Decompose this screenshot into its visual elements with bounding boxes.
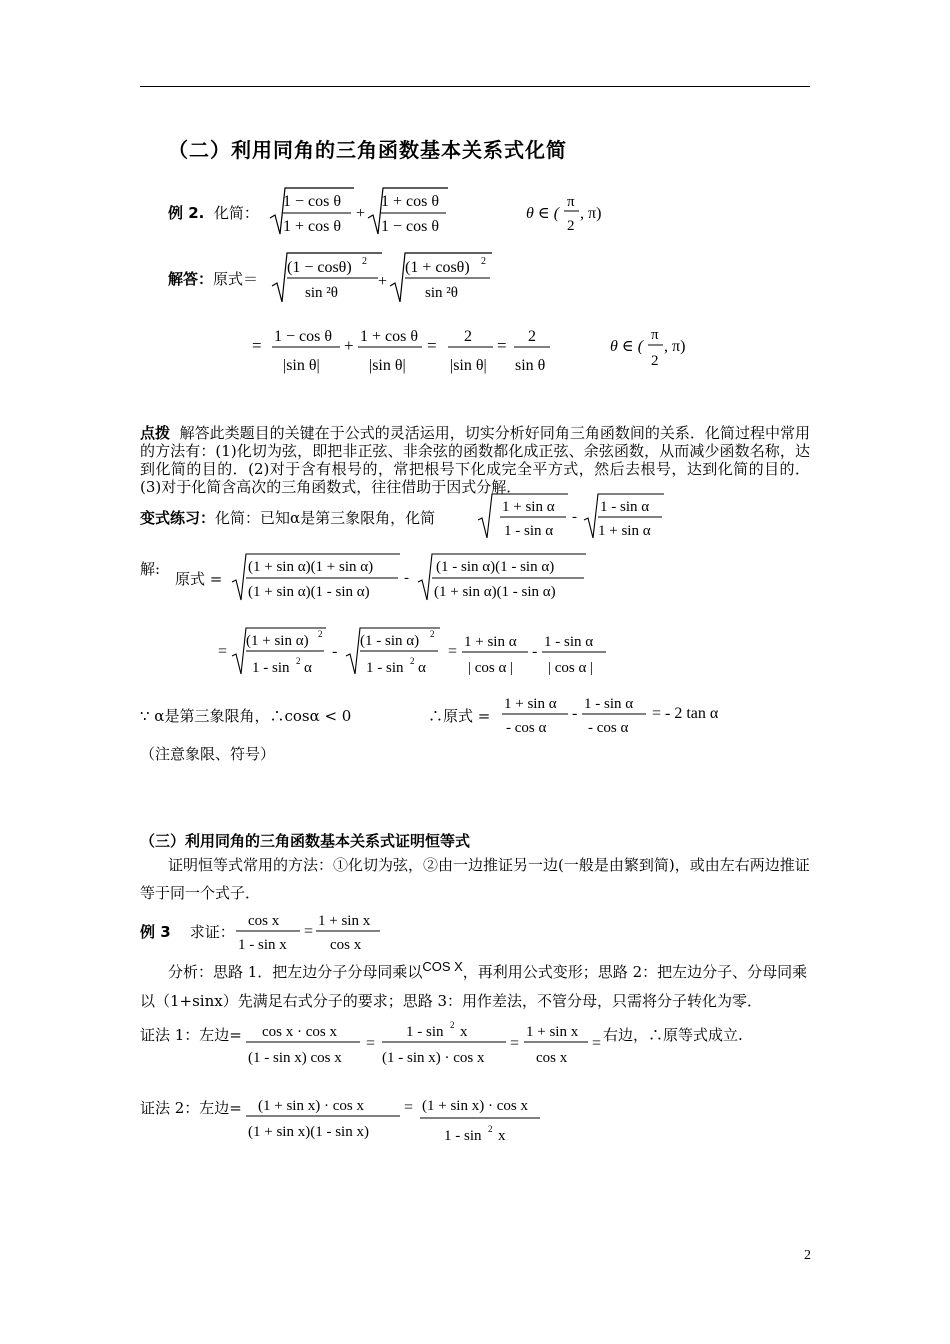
svg-text:-: - — [572, 509, 577, 525]
answer-prefix: 原式＝ — [213, 270, 259, 288]
example3-label: 例 3 — [140, 923, 171, 941]
note: （注意象限、符号） — [140, 745, 276, 763]
section2-title: （二）利用同角的三角函数基本关系式化简 — [168, 138, 567, 162]
svg-text:=: = — [510, 1035, 520, 1052]
svg-text:2: 2 — [651, 353, 659, 369]
svg-text:2: 2 — [410, 656, 415, 666]
svg-text:sin ²θ: sin ²θ — [425, 285, 458, 301]
svg-text:- cos α: - cos α — [506, 720, 547, 736]
svg-text:1 − cos θ: 1 − cos θ — [274, 328, 333, 345]
svg-text:1 + cos θ: 1 + cos θ — [283, 218, 342, 235]
example2-label: 例 2. — [168, 204, 205, 222]
svg-text:, π): , π) — [580, 205, 602, 222]
svg-text:x: x — [460, 1024, 468, 1040]
svg-text:2: 2 — [488, 1124, 493, 1134]
svg-text:cos x: cos x — [536, 1050, 568, 1066]
svg-text:1 - sin α: 1 - sin α — [584, 696, 634, 712]
svg-text:2: 2 — [318, 629, 323, 639]
svg-text:1 - sin: 1 - sin — [252, 660, 290, 676]
answer-label: 解答： — [168, 270, 214, 288]
svg-text:-: - — [332, 643, 338, 660]
solution-label: 解: — [140, 560, 161, 578]
svg-text:(1 + sin α)(1 - sin α): (1 + sin α)(1 - sin α) — [434, 584, 556, 600]
therefore-expression — [500, 688, 740, 742]
svg-text:|sin θ|: |sin θ| — [450, 357, 487, 374]
svg-text:2: 2 — [528, 328, 536, 345]
svg-text:(1 - sin α)(1 - sin α): (1 - sin α)(1 - sin α) — [436, 559, 555, 575]
svg-text:+: + — [344, 336, 354, 355]
example3-prompt: 求证： — [189, 923, 235, 941]
svg-text:+: + — [356, 205, 366, 222]
svg-text:=: = — [366, 1035, 376, 1052]
example2-expression — [268, 182, 618, 244]
svg-text:-: - — [532, 643, 538, 660]
analysis-paragraph — [140, 958, 810, 1015]
example2-prompt: 化简： — [213, 204, 259, 222]
practice-heading — [140, 507, 435, 528]
svg-text:-: - — [572, 705, 578, 722]
svg-text:sin θ: sin θ — [515, 357, 546, 374]
svg-text:(1 + sin α)(1 + sin α): (1 + sin α)(1 + sin α) — [248, 559, 374, 575]
proof1-expression — [244, 1014, 614, 1074]
svg-text:- cos α: - cos α — [588, 720, 629, 736]
svg-text:2: 2 — [362, 256, 367, 267]
practice-expression — [476, 490, 676, 548]
proof2-expression — [244, 1086, 554, 1150]
svg-text:2: 2 — [464, 328, 472, 345]
svg-text:1 − cos θ: 1 − cos θ — [283, 193, 342, 210]
svg-text:2: 2 — [450, 1020, 455, 1030]
svg-text:π: π — [567, 194, 575, 210]
analysis-part1: 分析：思路 1．把左边分子分母同乘以 — [168, 963, 423, 981]
svg-text:1 - sin: 1 - sin — [406, 1024, 444, 1040]
proof1-tail: 右边，∴原等式成立. — [603, 1026, 743, 1044]
svg-text:α: α — [304, 660, 312, 676]
svg-text:1 + sin α: 1 + sin α — [502, 499, 555, 515]
practice-label: 变式练习： — [140, 509, 216, 527]
solution-expression-1 — [230, 550, 600, 610]
svg-text:(1 + sin x)(1 - sin x): (1 + sin x)(1 - sin x) — [248, 1124, 369, 1140]
svg-text:π: π — [651, 327, 659, 343]
svg-text:1 + cos θ: 1 + cos θ — [381, 193, 440, 210]
svg-text:1 - sin x: 1 - sin x — [238, 937, 287, 953]
analysis-cos: COS X — [422, 959, 463, 974]
solution-prefix: 原式 = — [175, 570, 223, 588]
svg-text:(1 + sin x) · cos x: (1 + sin x) · cos x — [258, 1098, 364, 1114]
svg-text:(1 − cosθ): (1 − cosθ) — [287, 259, 352, 276]
practice-text: 化简：已知α是第三象限角，化简 — [215, 509, 436, 527]
svg-text:|sin θ|: |sin θ| — [369, 357, 406, 374]
svg-text:(1 + sin α): (1 + sin α) — [246, 633, 309, 649]
svg-text:2: 2 — [567, 218, 575, 234]
svg-text:=: = — [304, 923, 314, 940]
page-number: 2 — [804, 1248, 811, 1263]
svg-text:1 + sin x: 1 + sin x — [318, 913, 371, 929]
svg-text:=: = — [448, 643, 458, 660]
svg-text:| cos α |: | cos α | — [468, 660, 514, 676]
svg-text:cos x: cos x — [248, 913, 280, 929]
analysis-part2: ，再利用公式变形；思路 2：把左边分子、分母同乘以（1+sinx）先满足右式分子的要求；思路 3：用作差法，不管分母，只需将分子转化为零． — [140, 963, 808, 1010]
svg-text:θ ∈ (: θ ∈ ( — [526, 205, 560, 222]
svg-text:2: 2 — [481, 256, 486, 267]
svg-text:(1 - sin x) · cos x: (1 - sin x) · cos x — [382, 1050, 485, 1066]
section3-title: （三）利用同角的三角函数基本关系式证明恒等式 — [140, 832, 471, 850]
tip-text: 解答此类题目的关键在于公式的灵活运用，切实分析好同角三角函数间的关系．化简过程中常用的方法有：(1)化切为弦，即把非正弦、非余弦的函数都化成正弦、余弦函数，从而减少函数名称，达到化简的目的．(2)对于含有根号的，常把根号下化成完全平方式，然后去根号，达到化简的目的．(3)对于化简含高次的三角函数式，往往借助于因式分解． — [140, 424, 810, 496]
svg-text:=: = — [427, 336, 437, 355]
svg-text:θ ∈ (: θ ∈ ( — [610, 338, 644, 355]
section3-intro: 证明恒等式常用的方法：①化切为弦，②由一边推证另一边(一般是由繁到简)，或由左右两边推证等于同一个式子． — [140, 856, 810, 902]
svg-text:2: 2 — [296, 656, 301, 666]
svg-text:+: + — [378, 273, 388, 290]
svg-text:1 + cos θ: 1 + cos θ — [360, 328, 419, 345]
svg-text:| cos α |: | cos α | — [548, 660, 594, 676]
svg-text:1 + sin α: 1 + sin α — [598, 523, 651, 539]
answer-expression-2 — [250, 318, 710, 384]
svg-text:1 - sin: 1 - sin — [444, 1128, 482, 1144]
svg-text:=: = — [497, 336, 507, 355]
svg-text:(1 + cosθ): (1 + cosθ) — [405, 259, 470, 276]
svg-text:(1 + sin x) · cos x: (1 + sin x) · cos x — [422, 1098, 528, 1114]
tip-paragraph — [140, 424, 810, 496]
svg-text:1 − cos θ: 1 − cos θ — [381, 218, 440, 235]
svg-text:1 + sin α: 1 + sin α — [504, 696, 557, 712]
svg-text:, π): , π) — [664, 338, 686, 355]
svg-text:1 - sin α: 1 - sin α — [504, 523, 554, 539]
answer-heading — [168, 268, 258, 289]
svg-text:1 - sin α: 1 - sin α — [544, 634, 594, 650]
example3-expression — [234, 906, 384, 960]
svg-text:1 + sin α: 1 + sin α — [464, 634, 517, 650]
svg-text:1 + sin x: 1 + sin x — [526, 1024, 579, 1040]
therefore-text: ∴原式 = — [428, 707, 491, 725]
svg-text:1 - sin: 1 - sin — [366, 660, 404, 676]
svg-text:2: 2 — [430, 629, 435, 639]
svg-text:= - 2 tan α: = - 2 tan α — [652, 705, 719, 722]
because-text: ∵ α是第三象限角，∴cosα < 0 — [140, 707, 352, 725]
svg-text:1 - sin α: 1 - sin α — [600, 499, 650, 515]
solution-expression-2 — [216, 622, 616, 684]
svg-text:|sin θ|: |sin θ| — [283, 357, 320, 374]
svg-text:-: - — [404, 570, 409, 586]
example2-heading — [168, 202, 259, 223]
svg-text:cos x · cos x: cos x · cos x — [262, 1024, 337, 1040]
svg-text:sin ²θ: sin ²θ — [305, 285, 338, 301]
svg-text:(1 - sin α): (1 - sin α) — [360, 633, 420, 649]
tip-label: 点拨 — [140, 424, 171, 442]
answer-expression-1 — [270, 248, 500, 312]
svg-text:(1 - sin x) cos x: (1 - sin x) cos x — [248, 1050, 342, 1066]
svg-text:(1 + sin α)(1 - sin α): (1 + sin α)(1 - sin α) — [248, 584, 370, 600]
example3-heading — [140, 921, 235, 942]
proof1-label: 证法 1：左边= — [140, 1026, 242, 1044]
svg-text:=: = — [592, 1035, 602, 1052]
svg-text:=: = — [218, 643, 228, 660]
svg-text:cos x: cos x — [330, 937, 362, 953]
svg-text:x: x — [498, 1128, 506, 1144]
svg-text:=: = — [404, 1099, 414, 1116]
proof2-label: 证法 2：左边= — [140, 1099, 242, 1117]
svg-text:α: α — [418, 660, 426, 676]
header-rule — [140, 86, 810, 87]
svg-text:=: = — [252, 336, 262, 355]
